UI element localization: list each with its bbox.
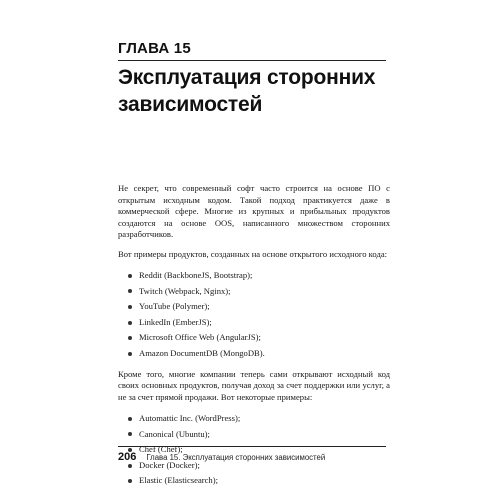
- list-item-text: Elastic (Elasticsearch);: [139, 475, 218, 486]
- list-item: [128, 315, 390, 331]
- bullet-icon: [128, 336, 132, 340]
- list-item-text: Reddit (BackboneJS, Bootstrap);: [139, 270, 253, 280]
- chapter-title: Эксплуатация сторонних зависимостей: [118, 66, 376, 116]
- body-text: [118, 183, 390, 496]
- bullet-icon: [128, 289, 132, 293]
- bullet-icon: [128, 321, 132, 325]
- running-head: Глава 15. Эксплуатация сторонних зависимостей: [146, 453, 326, 462]
- list-item: [128, 346, 390, 362]
- list-item-text: Chef (Chef);: [139, 444, 183, 455]
- list-item-text: LinkedIn (EmberJS);: [139, 316, 212, 327]
- list-item-text: Docker (Docker);: [139, 459, 200, 470]
- list-item-text: Amazon DocumentDB (MongoDB).: [139, 347, 265, 358]
- list-item: [128, 427, 390, 443]
- bullet-icon: [128, 352, 132, 356]
- list-item-text: Microsoft Office Web (AngularJS);: [139, 332, 261, 343]
- list-item: [128, 284, 390, 300]
- products-list: [118, 268, 390, 362]
- examples-intro-paragraph: Вот примеры продуктов, созданных на основе открытого исходного кода:: [118, 248, 388, 259]
- list-item-text: YouTube (Polymer);: [139, 301, 210, 312]
- chapter-label: ГЛАВА 15: [118, 40, 191, 57]
- bullet-icon: [128, 479, 132, 483]
- list-item: [128, 411, 390, 427]
- list-item: [128, 299, 390, 315]
- list-item: [128, 268, 390, 284]
- page-footer: [118, 451, 325, 463]
- footer-rule: [118, 446, 386, 447]
- list-item: [128, 330, 390, 346]
- list-item-text: Canonical (Ubuntu);: [139, 428, 210, 439]
- chapter-rule: [118, 60, 386, 61]
- bullet-icon: [128, 417, 132, 421]
- list-item-text: Automattic Inc. (WordPress);: [139, 413, 241, 424]
- bullet-icon: [128, 432, 132, 436]
- bullet-icon: [128, 274, 132, 278]
- page-number: 206: [118, 451, 137, 463]
- list-item-text: Twitch (Webpack, Nginx);: [139, 285, 231, 296]
- intro-paragraph: Не секрет, что современный софт часто строится на основе ПО с открытым исходным кодом. Такой подход практикуется даже в коммерческой сфере. Многие из крупных и прибыльных продуктов создаются на основе OOS, написанного множеством сторонних разработчиков.: [118, 183, 390, 239]
- list-item: [128, 473, 390, 489]
- companies-intro-paragraph: Кроме того, многие компании теперь сами открывают исходный код своих основных продуктов, получая доход за счет поддержки или услуг, а не за счет прямой продажи. Вот некоторые примеры:: [118, 368, 390, 402]
- bullet-icon: [128, 464, 132, 468]
- bullet-icon: [128, 305, 132, 309]
